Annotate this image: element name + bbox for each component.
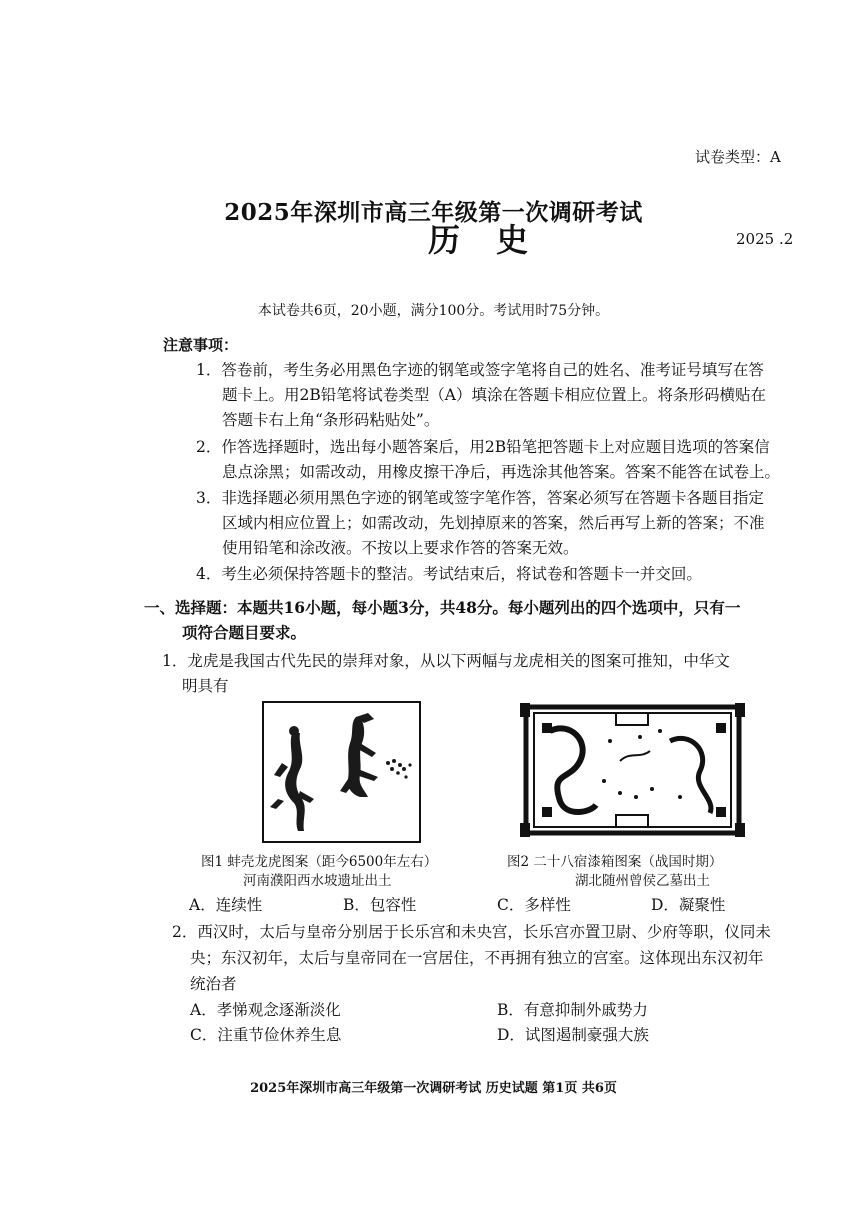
- question-1-option-a[interactable]: A．连续性: [189, 896, 263, 914]
- question-2-stem-cont: 统治者: [190, 975, 237, 993]
- notice-line: 答题卡右上角“条形码粘贴处”。: [222, 411, 440, 429]
- question-2-option-b[interactable]: B．有意抑制外戚势力: [497, 1001, 648, 1019]
- question-2-stem-cont: 央；东汉初年，太后与皇帝同在一宫居住，不再拥有独立的宫室。这体现出东汉初年: [190, 949, 764, 967]
- question-1-option-c[interactable]: C．多样性: [497, 896, 571, 914]
- notice-line: 4．考生必须保持答题卡的整洁。考试结束后，将试卷和答题卡一并交回。: [196, 565, 702, 583]
- exam-info: 本试卷共6页，20小题，满分100分。考试用时75分钟。: [257, 303, 610, 319]
- question-2-stem: 2．西汉时，太后与皇帝分别居于长乐宫和未央宫，长乐宫亦置卫尉、少府等职，仪同未: [172, 923, 771, 941]
- question-2-option-d[interactable]: D．试图遏制豪强大族: [497, 1026, 649, 1044]
- figure-1-image: [262, 701, 421, 843]
- lacquer-box-pattern: [520, 701, 745, 839]
- paper-type-label: 试卷类型：A: [695, 148, 781, 166]
- notice-line: 3．非选择题必须用黑色字迹的钢笔或签字笔作答，答案必须写在答题卡各题目指定: [196, 489, 764, 507]
- notice-line: 1．答卷前，考生务必用黑色字迹的钢笔或签字笔将自己的姓名、准考证号填写在答: [196, 361, 764, 379]
- question-1-stem-cont: 明具有: [182, 677, 229, 695]
- notice-line: 息点涂黑；如需改动，用橡皮擦干净后，再选涂其他答案。答案不能答在试卷上。: [222, 463, 781, 481]
- figure-2-caption: 图2 二十八宿漆箱图案（战国时期）: [507, 854, 723, 870]
- notice-heading: 注意事项：: [163, 336, 239, 354]
- figure-1-source: 河南濮阳西水坡遗址出土: [243, 873, 392, 889]
- section-heading: 一、选择题：本题共16小题，每小题3分，共48分。每小题列出的四个选项中，只有一: [144, 598, 741, 617]
- exam-date: 2025 .2: [736, 230, 794, 248]
- question-2-option-a[interactable]: A．孝悌观念逐渐淡化: [190, 1001, 341, 1019]
- question-1-option-b[interactable]: B．包容性: [343, 896, 417, 914]
- notice-line: 区域内相应位置上；如需改动，先划掉原来的答案，然后再写上新的答案；不准: [222, 514, 765, 532]
- page-footer: 2025年深圳市高三年级第一次调研考试 历史试题 第1页 共6页: [250, 1081, 617, 1096]
- question-2-option-c[interactable]: C．注重节俭休养生息: [190, 1026, 342, 1044]
- dragon-tiger-shell-pattern: [264, 703, 419, 841]
- notice-line: 使用铅笔和涂改液。不按以上要求作答的答案无效。: [222, 539, 579, 557]
- section-heading-cont: 项符合题目要求。: [182, 623, 307, 642]
- exam-title: 2025年深圳市高三年级第一次调研考试: [224, 199, 643, 226]
- figure-1-caption: 图1 蚌壳龙虎图案（距今6500年左右）: [201, 854, 438, 870]
- question-1-stem: 1．龙虎是我国古代先民的崇拜对象，从以下两幅与龙虎相关的图案可推知，中华文: [162, 652, 730, 670]
- subject-title: 历史: [428, 221, 565, 259]
- figure-2-image: [520, 701, 745, 839]
- notice-line: 题卡上。用2B铅笔将试卷类型（A）填涂在答题卡相应位置上。将条形码横贴在: [222, 386, 766, 404]
- notice-line: 2．作答选择题时，选出每小题答案后，用2B铅笔把答题卡上对应题目选项的答案信: [196, 438, 770, 456]
- question-1-option-d[interactable]: D．凝聚性: [651, 896, 726, 914]
- figure-2-source: 湖北随州曾侯乙墓出土: [575, 873, 710, 889]
